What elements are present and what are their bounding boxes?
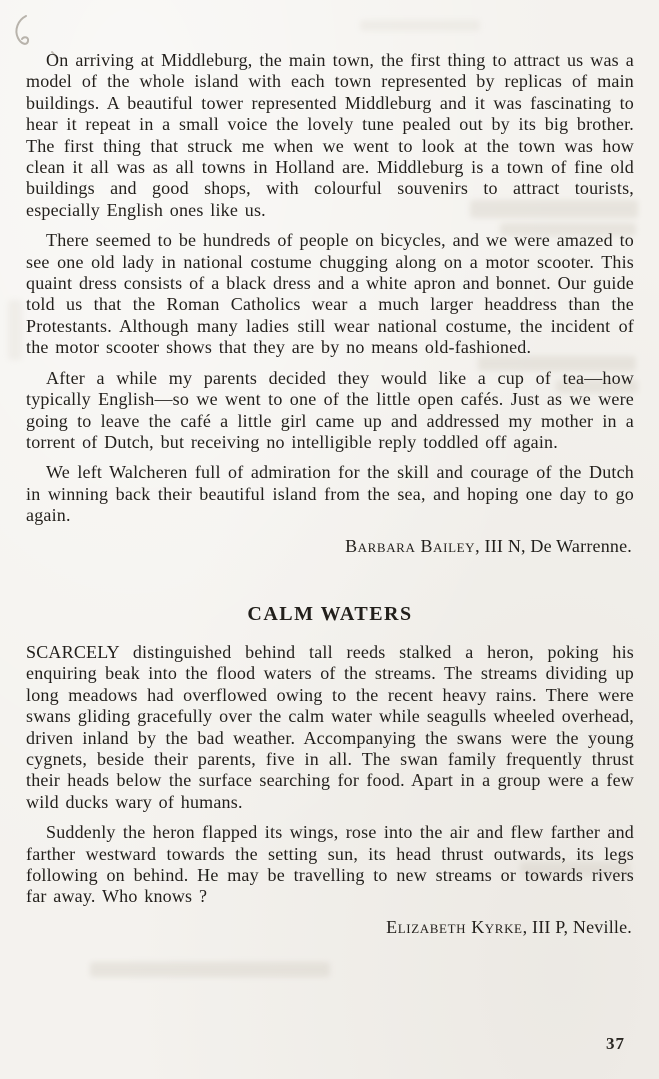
byline-form-house: , III N, De Warrenne. [475,535,632,556]
bleedthrough-smudge [360,20,480,31]
byline-barbara-bailey [26,536,632,557]
paragraph-walcheren-3: After a while my parents decided they would like a cup of tea—how typically English—so we went to one of the little open cafés. Just as we were going to leave the café a little girl came up and addressed my mother in a torrent of Dutch, but receiving no intelligible reply toddled off again. [26,367,634,452]
section-title-calm-waters: CALM WATERS [247,602,413,625]
byline-author-name: Elizabeth Kyrke [386,916,523,937]
text-column [26,50,634,938]
paragraph-calm-waters-2: Suddenly the heron flapped its wings, rose into the air and flew farther and farther westward towards the setting sun, its head thrust outwards, its legs following on behind. He may be travelling to new streams or towards rivers far away. Who knows ? [26,822,634,907]
page-number: 37 [606,1034,625,1053]
paragraph-walcheren-4: We left Walcheren full of admiration for the skill and courage of the Dutch in winning back their beautiful island from the sea, and hoping one day to go again. [26,462,634,526]
bleedthrough-smudge [8,300,22,360]
paragraph-walcheren-1: On arriving at Middleburg, the main town, the first thing to attract us was a model of the whole island with each town represented by replicas of main buildings. A beautiful tower represented Middleburg and it was fascinating to hear it repeat in a small voice the lovely tune pealed out by its big brother. The first thing that struck me when we went to look at the town was how clean it all was as all towns in Holland are. Middleburg is a town of fine old buildings and good shops, with colourful souvenirs to attract tourists, especially English ones like us. [26,50,634,220]
byline-form-house: , III P, Neville. [522,916,632,937]
paragraph-calm-waters-1: SCARCELY distinguished behind tall reeds stalked a heron, poking his enquiring beak into the flood waters of the streams. The streams dividing up long meadows had overflowed owing to the recent heavy rains. There were swans gliding gracefully over the calm water while seagulls wheeled overhead, driven inland by the bad weather. Accompanying the swans were the young cygnets, beside their parents, five in all. The swan family frequently thrust their heads below the surface searching for food. Apart in a group were a few wild ducks wary of humans. [26,641,634,812]
byline-elizabeth-kyrke [26,917,632,938]
byline-author-name: Barbara Bailey [345,535,476,556]
bleedthrough-smudge [90,962,330,977]
paragraph-walcheren-2: There seemed to be hundreds of people on bicycles, and we were amazed to see one old lady in national costume chugging along on a motor scooter. This quaint dress consists of a black dress and a white apron and bonnet. Our guide told us that the Roman Catholics wear a much larger headdress than the Protestants. Although many ladies still wear national costume, the incident of the motor scooter shows that they are by no means old-fashioned. [26,230,634,358]
